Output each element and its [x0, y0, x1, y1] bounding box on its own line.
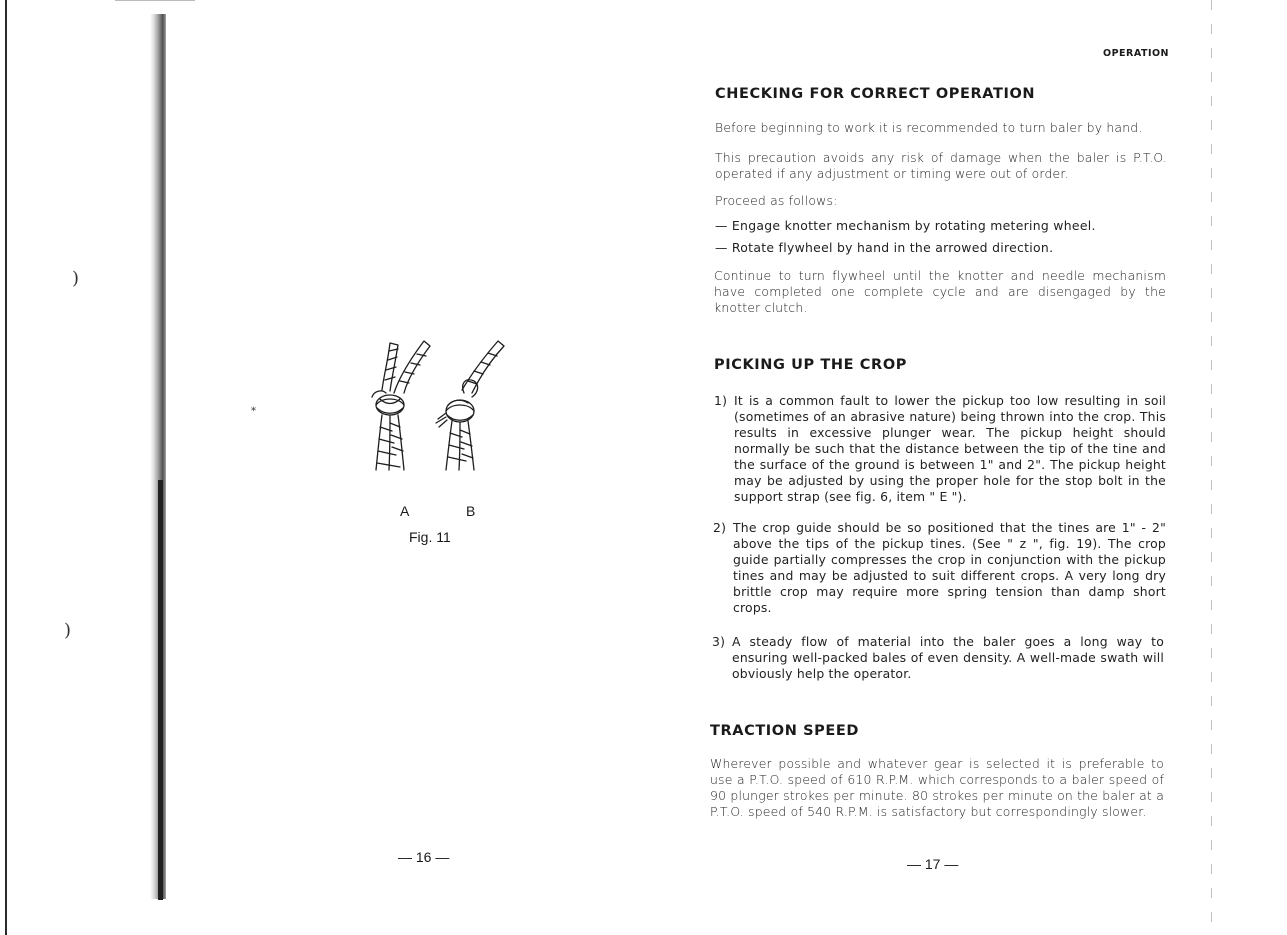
checking-paragraph-4: Continue to turn flywheel until the knotter and needle mechanism have completed one complete cycle and are disengaged by the knotter clutch. — [714, 268, 1166, 315]
knot-b-drawing — [436, 341, 504, 470]
picking-item-number: 2) — [713, 520, 727, 535]
figure-caption: Fig. 11 — [409, 529, 451, 545]
checking-step-1: — Engage knotter mechanism by rotating metering wheel. — [715, 218, 1096, 233]
scan-edge-left — [5, 0, 7, 935]
picking-item-3 — [712, 634, 1164, 682]
running-head: OPERATION — [1103, 48, 1169, 59]
picking-item-1 — [714, 393, 1166, 505]
traction-paragraph: Wherever possible and whatever gear is selected it is preferable to use a P.T.O. speed of 610 R.P.M. which corresponds to a baler speed of 90 plunger strokes per minute. 80 strokes per minute on the baler at a P.T.O. speed of 540 R.P.M. is satisfactory but correspondingly slower. — [710, 756, 1164, 819]
knot-illustration — [360, 335, 510, 480]
scan-mark: ) — [64, 620, 72, 641]
section-heading-traction: TRACTION SPEED — [710, 723, 860, 739]
picking-item-number: 1) — [714, 393, 728, 408]
checking-paragraph-3: Proceed as follows: — [715, 193, 838, 208]
book-gutter-dark — [158, 480, 163, 900]
picking-item-text: It is a common fault to lower the pickup too low resulting in soil (sometimes of an abrasive nature) being thrown into the crop. This results in excessive plunger wear. The pickup height should normally be such that the distance between the tip of the tine and the surface of the ground is between 1" and 2". The pickup height may be adjusted by using the proper hole for the stop bolt in the support strap (see fig. 6, item " E "). — [734, 393, 1166, 504]
figure-label-a: A — [400, 503, 410, 519]
checking-step-2: — Rotate flywheel by hand in the arrowed direction. — [715, 240, 1054, 255]
checking-paragraph-1: Before beginning to work it is recommended to turn baler by hand. — [715, 120, 1143, 135]
page-number-right: — 17 — — [907, 856, 959, 872]
section-heading-checking: CHECKING FOR CORRECT OPERATION — [715, 86, 1036, 102]
scan-edge-top — [115, 0, 195, 1]
section-heading-picking: PICKING UP THE CROP — [714, 357, 907, 373]
picking-item-text: The crop guide should be so positioned that the tines are 1" - 2" above the tips of the pickup tines. (See " z ", fig. 19). The crop guide partially compresses the crop in conjunction with the pickup tines and may be adjusted to suit different crops. A very long dry brittle crop may require more spring tension than damp short crops. — [733, 520, 1166, 615]
picking-item-number: 3) — [712, 634, 726, 649]
scan-mark: * — [251, 406, 256, 417]
figure-label-b: B — [466, 503, 476, 519]
scan-mark: ) — [72, 268, 80, 289]
figure-labels — [400, 503, 480, 523]
picking-item-2 — [713, 520, 1166, 616]
scan-edge-right — [1211, 0, 1212, 935]
picking-item-text: A steady flow of material into the baler goes a long way to ensuring well-packed bales of even density. A well-made swath will obviously help the operator. — [732, 634, 1164, 681]
checking-paragraph-2: This precaution avoids any risk of damage when the baler is P.T.O. operated if any adjustment or timing were out of order. — [715, 150, 1167, 181]
knot-a-drawing — [372, 341, 430, 470]
page-number-left: — 16 — — [398, 849, 450, 865]
